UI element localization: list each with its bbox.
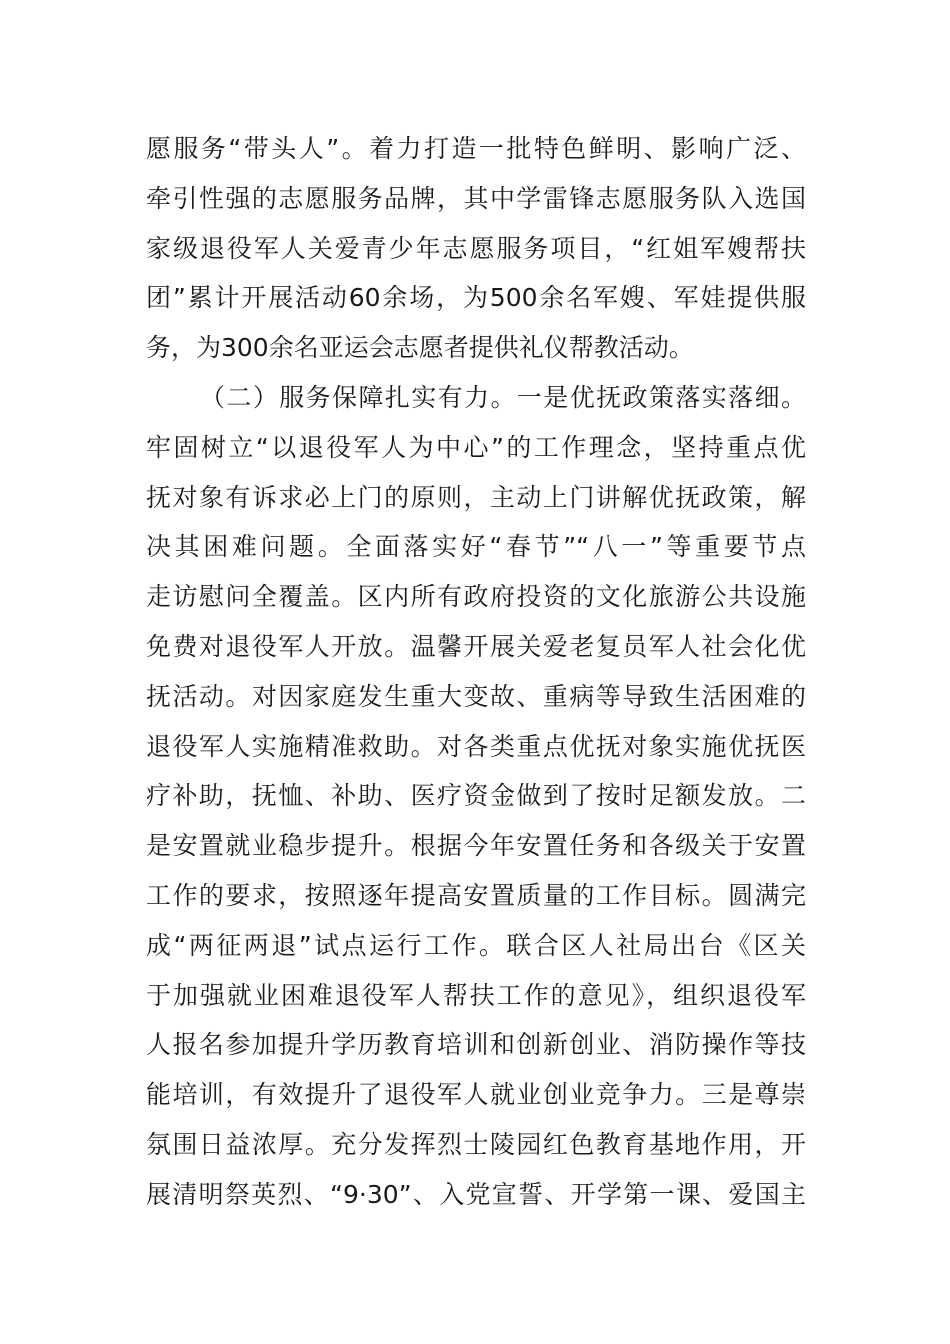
text-line: 人报名参加提升学历教育培训和创新创业、消防操作等技: [146, 1030, 806, 1060]
text-line: 牵引性强的志愿服务品牌，其中学雷锋志愿服务队入选国: [146, 183, 806, 213]
text-line: 牢固树立“以退役军人为中心”的工作理念，坚持重点优: [146, 432, 806, 462]
text-line: 家级退役军人关爱青少年志愿服务项目，“红姐军嫂帮扶: [146, 233, 806, 263]
text-line: 免费对退役军人开放。温馨开展关爱老复员军人社会化优: [146, 631, 806, 661]
text-line: 抚对象有诉求必上门的原则，主动上门讲解优抚政策，解: [146, 482, 806, 512]
text-line: 走访慰问全覆盖。区内所有政府投资的文化旅游公共设施: [146, 582, 806, 612]
section-heading-line: （二）服务保障扎实有力。一是优抚政策落实落细。: [200, 382, 806, 412]
text-line: 团”累计开展活动60余场，为500余名军嫂、军娃提供服: [146, 283, 806, 313]
text-line: 成“两征两退”试点运行工作。联合区人社局出台《区关: [146, 930, 806, 960]
text-line: 疗补助，抚恤、补助、医疗资金做到了按时足额发放。二: [146, 781, 806, 811]
text-line: 抚活动。对因家庭发生重大变故、重病等导致生活困难的: [146, 681, 806, 711]
text-line: 决其困难问题。全面落实好“春节”“八一”等重要节点: [146, 532, 806, 562]
text-line: 能培训，有效提升了退役军人就业创业竞争力。三是尊崇: [146, 1080, 806, 1110]
text-line: 是安置就业稳步提升。根据今年安置任务和各级关于安置: [146, 831, 806, 861]
text-line: 氛围日益浓厚。充分发挥烈士陵园红色教育基地作用，开: [146, 1129, 806, 1159]
text-line: 愿服务“带头人”。着力打造一批特色鲜明、影响广泛、: [146, 134, 806, 163]
text-line: 退役军人实施精准救助。对各类重点优抚对象实施优抚医: [146, 731, 806, 761]
text-line: 于加强就业困难退役军人帮扶工作的意见》，组织退役军: [146, 980, 806, 1010]
body-text: [146, 124, 806, 1220]
text-line: 展清明祭英烈、“9·30”、入党宣誓、开学第一课、爱国主: [146, 1179, 806, 1209]
text-line: 务，为300余名亚运会志愿者提供礼仪帮教活动。: [146, 333, 694, 363]
text-line: 工作的要求，按照逐年提高安置质量的工作目标。圆满完: [146, 880, 806, 910]
